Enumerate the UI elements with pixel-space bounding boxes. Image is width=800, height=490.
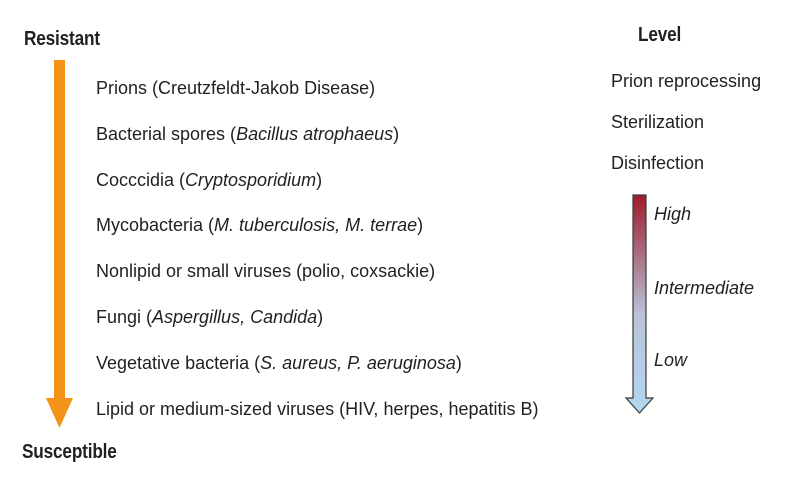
organism-text: Fungi ( bbox=[96, 306, 153, 327]
organism-text: Vegetative bacteria ( bbox=[96, 352, 261, 373]
low-level-label: Low bbox=[654, 350, 688, 370]
organism-text: Bacterial spores ( bbox=[96, 123, 237, 144]
organism-text: ) bbox=[417, 215, 424, 236]
level-item: Prion reprocessing bbox=[611, 71, 762, 91]
organism-item bbox=[96, 162, 539, 208]
level-item: Sterilization bbox=[611, 112, 705, 132]
organism-text: ) bbox=[455, 352, 462, 373]
organism-item bbox=[96, 70, 539, 116]
organism-text: Prions (Creutzfeldt-Jakob Disease) bbox=[96, 78, 376, 98]
resistance-arrow bbox=[45, 60, 85, 430]
organism-text: Nonlipid or small viruses (polio, coxsackie) bbox=[96, 261, 436, 282]
level-item: Disinfection bbox=[611, 153, 705, 173]
organism-item bbox=[96, 391, 539, 437]
organism-text: ) bbox=[316, 169, 323, 190]
organism-item bbox=[96, 207, 539, 253]
organism-item bbox=[96, 116, 539, 162]
organism-text: Cocccidia ( bbox=[96, 169, 186, 190]
organism-species: S. aureus, P. aeruginosa bbox=[260, 352, 456, 373]
susceptible-label: Susceptible bbox=[22, 441, 117, 463]
resistant-label: Resistant bbox=[24, 28, 100, 50]
high-level-label: High bbox=[654, 204, 692, 224]
organism-text: Lipid or medium-sized viruses (HIV, herpes, hepatitis B) bbox=[96, 398, 539, 419]
organism-text: ) bbox=[393, 123, 400, 144]
disinfection-level-arrow bbox=[624, 194, 658, 416]
organism-text: ) bbox=[317, 306, 324, 327]
organism-item bbox=[96, 299, 539, 345]
organism-species: Cryptosporidium bbox=[185, 169, 317, 190]
organism-species: Bacillus atrophaeus bbox=[236, 123, 394, 144]
organism-species: M. tuberculosis, M. terrae bbox=[214, 215, 418, 236]
organism-list bbox=[96, 70, 539, 436]
level-list bbox=[611, 64, 761, 187]
organism-item bbox=[96, 345, 539, 391]
organism-species: Aspergillus, Candida bbox=[152, 306, 318, 327]
organism-text: Mycobacteria ( bbox=[96, 215, 215, 236]
level-title: Level bbox=[638, 24, 682, 46]
organism-item bbox=[96, 253, 539, 299]
intermediate-level-label: Intermediate bbox=[654, 278, 755, 298]
